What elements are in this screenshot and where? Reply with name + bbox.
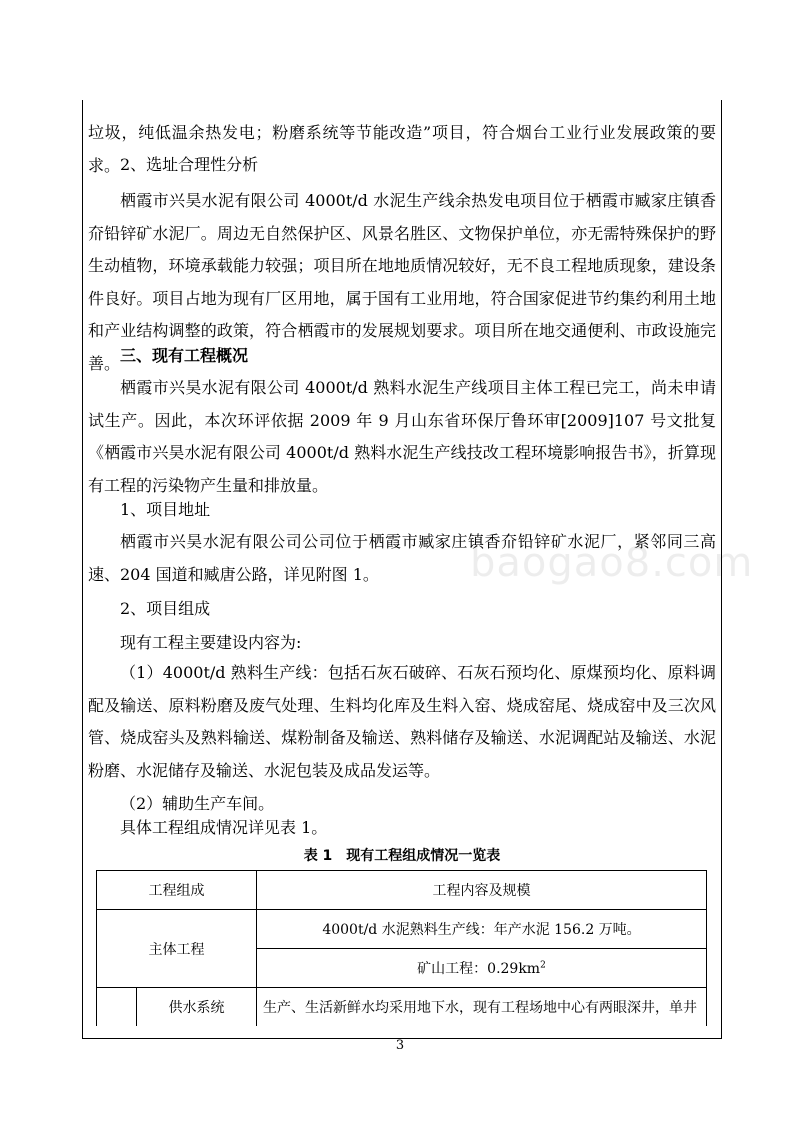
clinker-line-cell: 4000t/d 水泥熟料生产线：年产水泥 156.2 万吨。 [257, 910, 707, 949]
paragraph-construction-intro: 现有工程主要建设内容为: [120, 633, 302, 652]
paragraph-clinker-line: （1）4000t/d 熟料生产线：包括石灰石破碎、石灰石预均化、原煤预均化、原料调配及输送、原料粉磨及废气处理、生料均化库及生料入窑、烧成窑尾、烧成窑中及三次风管、烧成窑头及熟料输送、煤粉制备及输送、熟料储存及输送、水泥调配站及输送、水泥粉磨、水泥储存及输送、水泥包装及成品发运等。 [88, 663, 716, 780]
table-header-row [97, 871, 707, 910]
water-supply-label: 供水系统 [137, 988, 257, 1027]
mine-unit-superscript: 2 [540, 960, 546, 971]
table-caption: 表 1 现有工程组成情况一览表 [303, 848, 501, 864]
table-row [97, 988, 707, 1027]
header-composition: 工程组成 [97, 871, 257, 910]
paragraph-project-address: 栖霞市兴昊水泥有限公司公司位于栖霞市臧家庄镇香夼铅锌矿水泥厂，紧邻同三高速、204 国道和臧唐公路，详见附图 1。 [88, 532, 716, 584]
mine-project-text: 矿山工程：0.29km [417, 961, 541, 977]
watermark: baogao8.com [470, 540, 754, 586]
auxiliary-group-cell [97, 988, 137, 1027]
paragraph-auxiliary: （2）辅助生产车间。 [120, 794, 275, 813]
paragraph-existing-project: 栖霞市兴昊水泥有限公司 4000t/d 熟料水泥生产线项目主体工程已完工，尚未申请试生产。因此，本次环评依据 2009 年 9 月山东省环保厅鲁环审[2009]107 号文批复《栖霞市兴昊水泥有限公司 4000t/d 熟料水泥生产线技改工程环境影响报告书》，折算现有工程的污染物产生量和排放量。 [88, 378, 716, 495]
paragraph-industry-policy: 垃圾，纯低温余热发电；粉磨系统等节能改造”项目，符合烟台工业行业发展政策的要求。 [88, 123, 716, 175]
header-content-scale: 工程内容及规模 [257, 871, 707, 910]
water-supply-text: 生产、生活新鲜水均采用地下水，现有工程场地中心有两眼深井，单井 [257, 988, 707, 1027]
heading-project-composition: 2、项目组成 [120, 599, 211, 618]
project-composition-table [96, 870, 707, 1026]
heading-site-analysis: 2、选址合理性分析 [120, 155, 259, 174]
page-number: 3 [395, 1038, 405, 1053]
heading-existing-project: 三、现有工程概况 [120, 346, 249, 365]
paragraph-site-analysis: 栖霞市兴昊水泥有限公司 4000t/d 水泥生产线余热发电项目位于栖霞市臧家庄镇香夼铅锌矿水泥厂。周边无自然保护区、风景名胜区、文物保护单位，亦无需特殊保护的野生动植物，环境承载能力较强；项目所在地地质情况较好，无不良工程地质现象，建设条件良好。项目占地为现有厂区用地，属于国有工业用地，符合国家促进节约集约利用土地和产业结构调整的政策，符合栖霞市的发展规划要求。项目所在地交通便利、市政设施完善。 [88, 191, 716, 373]
heading-project-address: 1、项目地址 [120, 500, 211, 519]
mine-project-cell [257, 949, 707, 988]
table-row [97, 910, 707, 949]
paragraph-table-ref: 具体工程组成情况详见表 1。 [120, 818, 328, 837]
main-project-label: 主体工程 [97, 910, 257, 988]
